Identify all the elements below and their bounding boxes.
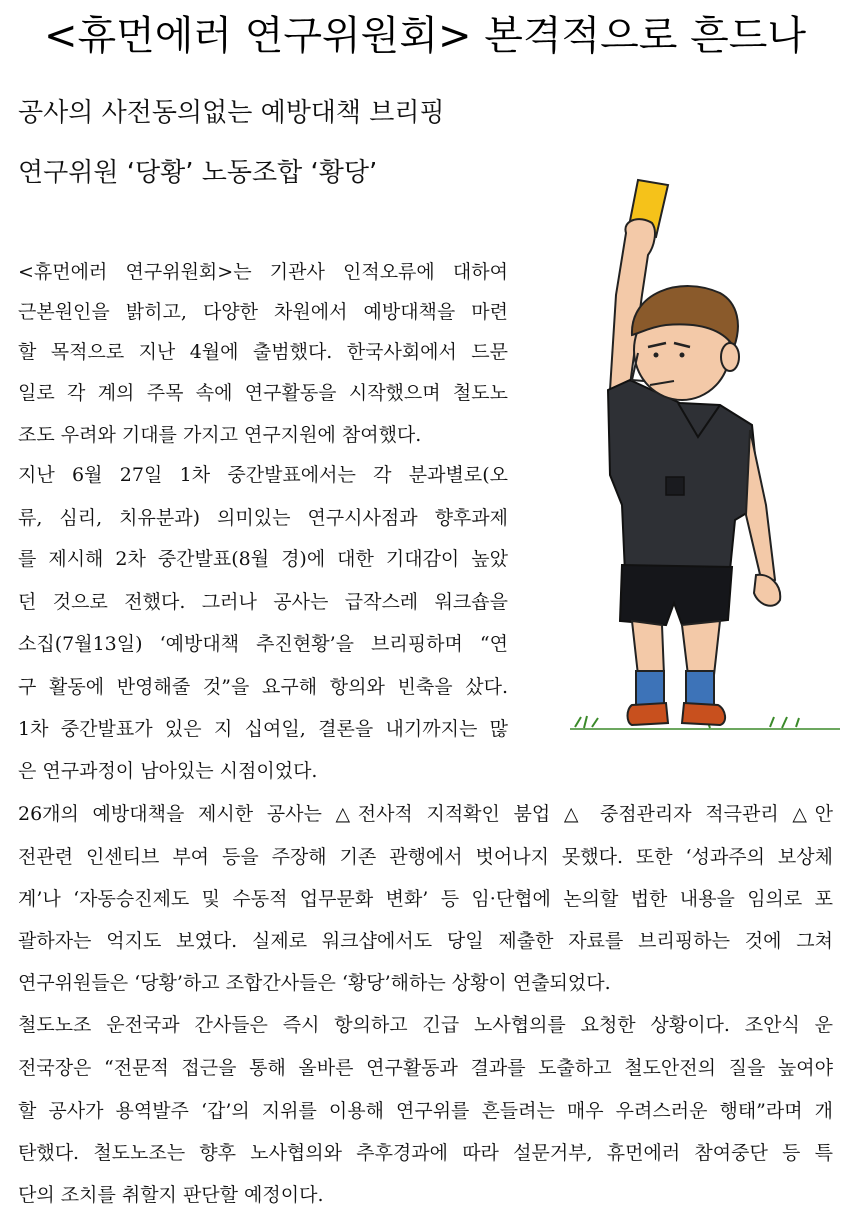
shoes [628, 703, 726, 725]
body-line: <휴먼에러 연구위원회>는 기관사 인적오류에 대하여 [18, 261, 508, 283]
body-line: 할 목적으로 지난 4월에 출범했다. 한국사회에서 드문 [18, 341, 508, 363]
body-line: 연구위원들은 ‘당황’하고 조합간사들은 ‘황당’해하는 상황이 연출되었다. [18, 972, 611, 994]
referee-illustration [570, 175, 840, 735]
body-line: 은 연구과정이 남아있는 시점이었다. [18, 760, 318, 782]
body-line: 소집(7월13일) ‘예방대책 추진현황’을 브리핑하며 “연 [18, 633, 508, 655]
lowered-arm [746, 430, 780, 606]
body-line: 26개의 예방대책을 제시한 공사는 △전사적 지적확인 붐업 △ 중점관리자 적극관리 △안 [18, 803, 833, 825]
body-line: 지난 6월 27일 1차 중간발표에서는 각 분과별로(오 [18, 464, 508, 486]
body-line: 구 활동에 반영해줄 것”을 요구해 항의와 빈축을 샀다. [18, 676, 508, 698]
body-line: 던 것으로 전했다. 그러나 공사는 급작스레 워크숍을 [18, 591, 508, 613]
body-line: 를 제시해 2차 중간발표(8월 경)에 대한 기대감이 높았 [18, 548, 508, 570]
headline: <휴먼에러 연구위원회> 본격적으로 흔드나 [43, 13, 807, 59]
subheadline-2: 연구위원 ‘당황’ 노동조합 ‘황당’ [18, 158, 378, 188]
referee-shorts [620, 565, 732, 625]
body-line: 일로 각 계의 주목 속에 연구활동을 시작했으며 철도노 [18, 382, 508, 404]
body-line: 전국장은 “전문적 접근을 통해 올바른 연구활동과 결과를 도출하고 철도안전의 질을 높여야 [18, 1057, 833, 1079]
body-line: 할 공사가 용역발주 ‘갑’의 지위를 이용해 연구위를 흔들려는 매우 우려스러운 행태”라며 개 [18, 1100, 833, 1122]
legs [632, 621, 720, 707]
subheadline-1: 공사의 사전동의없는 예방대책 브리핑 [18, 98, 445, 128]
body-line: 철도노조 운전국과 간사들은 즉시 항의하고 긴급 노사협의를 요청한 상황이다. 조안식 운 [18, 1014, 833, 1036]
body-line: 계’나 ‘자동승진제도 및 수동적 업무문화 변화’ 등 임·단협에 논의할 법한 내용을 임의로 포 [18, 888, 833, 910]
body-line: 탄했다. 철도노조는 향후 노사협의와 추후경과에 따라 설문거부, 휴먼에러 참여중단 등 특 [18, 1142, 833, 1164]
body-line: 단의 조치를 취할지 판단할 예정이다. [18, 1184, 324, 1206]
body-line: 근본원인을 밝히고, 다양한 차원에서 예방대책을 마련 [18, 301, 508, 323]
referee-shirt [608, 380, 760, 573]
body-line: 1차 중간발표가 있은 지 십여일, 결론을 내기까지는 많 [18, 718, 508, 740]
body-line: 괄하자는 억지도 보였다. 실제로 워크샵에서도 당일 제출한 자료를 브리핑하는 것에 그쳐 [18, 930, 833, 952]
body-line: 조도 우려와 기대를 가지고 연구지원에 참여했다. [18, 424, 422, 446]
referee-head [632, 286, 739, 400]
body-line: 류, 심리, 치유분과) 의미있는 연구시사점과 향후과제 [18, 507, 508, 529]
body-line: 전관련 인센티브 부여 등을 주장해 기존 관행에서 벗어나지 못했다. 또한 ‘성과주의 보상체 [18, 846, 833, 868]
